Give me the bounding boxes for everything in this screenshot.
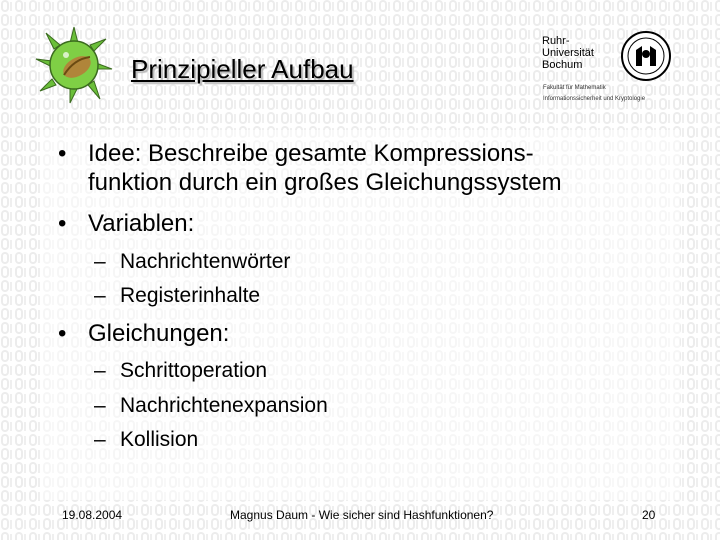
bullet-gleichungen: • Gleichungen: — [58, 320, 230, 347]
sub-bullet: – Schrittoperation — [94, 359, 268, 382]
university-name: Ruhr- Universität Bochum — [542, 35, 594, 71]
sub-bullet: – Kollision — [94, 428, 199, 451]
footer-date: 19.08.2004 — [62, 508, 123, 522]
faculty-info: Fakultät für Mathematik Informationssicherheit und Kryptologie — [543, 85, 646, 102]
page-title: Prinzipieller Aufbau — [131, 54, 354, 84]
page-number: 20 — [642, 508, 656, 522]
bullet-idee: • Idee: Beschreibe gesamte Kompressions- funktion durch ein großes Gleichungssystem — [58, 140, 562, 196]
spiky-green-sphere-logo-icon — [34, 25, 114, 105]
sub-bullet: – Nachrichtenwörter — [94, 250, 291, 273]
sub-bullet: – Nachrichtenexpansion — [94, 394, 328, 417]
sub-bullet: – Registerinhalte — [94, 284, 261, 307]
footer-title: Magnus Daum - Wie sicher sind Hashfunktionen? — [230, 508, 494, 522]
bullet-variablen: • Variablen: — [58, 210, 195, 237]
university-seal-icon — [620, 30, 672, 82]
